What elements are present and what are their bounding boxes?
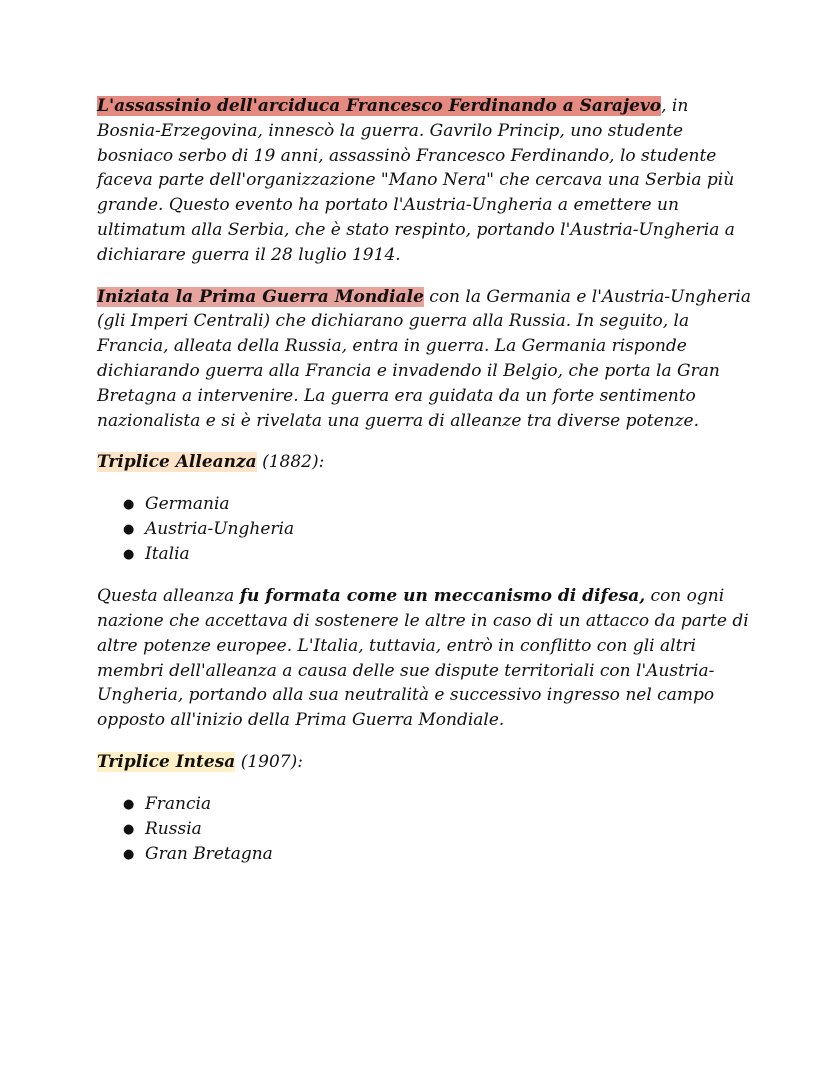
list-item-label: Gran Bretagna <box>145 843 273 864</box>
heading-triplice-intesa <box>97 750 757 775</box>
triplice-intesa-year: (1907): <box>235 751 303 772</box>
paragraph-alleanza-text: con ogni nazione che accettava di sostenere le altre in caso di un attacco da parte di altre potenze europee. L'Italia, tuttavia, entrò in conflitto con gli altri membri dell'alleanza a causa delle sue dispute territoriali con l'Austria-Ungheria, portando alla sua neutralità e successivo ingresso nel campo opposto all'inizio della Prima Guerra Mondiale. <box>97 586 749 731</box>
paragraph-assassination-text: , in Bosnia-Erzegovina, innescò la guerra. Gavrilo Princip, uno studente bosniaco serbo di 19 anni, assassinò Francesco Ferdinando, lo studente faceva parte dell'organizzazione "Mano Nera" che cercava una Serbia più grande. Questo evento ha portato l'Austria-Ungheria a emettere un ultimatum alla Serbia, che è stato respinto, portando l'Austria-Ungheria a dichiarare guerra il 28 luglio 1914. <box>97 96 735 265</box>
list-item <box>123 817 757 842</box>
list-item <box>123 542 757 567</box>
list-item-label: Italia <box>145 544 190 565</box>
paragraph-alleanza <box>97 584 757 733</box>
bullet-icon: ● <box>123 846 135 862</box>
paragraph-alleanza-bold: fu formata come un meccanismo di difesa, <box>239 586 646 607</box>
list-item-label: Francia <box>145 793 212 814</box>
list-triplice-intesa <box>97 792 757 867</box>
paragraph-alleanza-prefix: Questa alleanza <box>97 586 240 607</box>
paragraph-war-start <box>97 285 757 434</box>
list-item <box>123 842 757 867</box>
list-item <box>123 792 757 817</box>
list-item-label: Germania <box>145 494 230 515</box>
triplice-intesa-title: Triplice Intesa <box>97 751 236 772</box>
list-triplice-alleanza <box>97 492 757 567</box>
heading-triplice-alleanza <box>97 450 757 475</box>
highlight-war-start: Iniziata la Prima Guerra Mondiale <box>97 286 424 307</box>
paragraph-war-start-text: con la Germania e l'Austria-Ungheria (gli Imperi Centrali) che dichiarano guerra alla Russia. In seguito, la Francia, alleata della Russia, entra in guerra. La Germania risponde dichiarando guerra alla Francia e invadendo il Belgio, che porta la Gran Bretagna a intervenire. La guerra era guidata da un forte sentimento nazionalista e si è rivelata una guerra di alleanze tra diverse potenze. <box>97 286 751 431</box>
highlight-assassination: L'assassinio dell'arciduca Francesco Ferdinando a Sarajevo <box>97 96 662 116</box>
bullet-icon: ● <box>123 522 135 538</box>
list-item <box>123 517 757 542</box>
bullet-icon: ● <box>123 547 135 563</box>
triplice-alleanza-title: Triplice Alleanza <box>97 452 257 473</box>
triplice-alleanza-year: (1882): <box>256 452 325 473</box>
list-item-label: Russia <box>145 818 202 839</box>
document-page <box>97 94 757 884</box>
paragraph-assassination <box>97 94 757 268</box>
bullet-icon: ● <box>123 821 135 837</box>
bullet-icon: ● <box>123 796 135 812</box>
list-item <box>123 492 757 517</box>
list-item-label: Austria-Ungheria <box>145 519 295 540</box>
bullet-icon: ● <box>123 497 135 513</box>
